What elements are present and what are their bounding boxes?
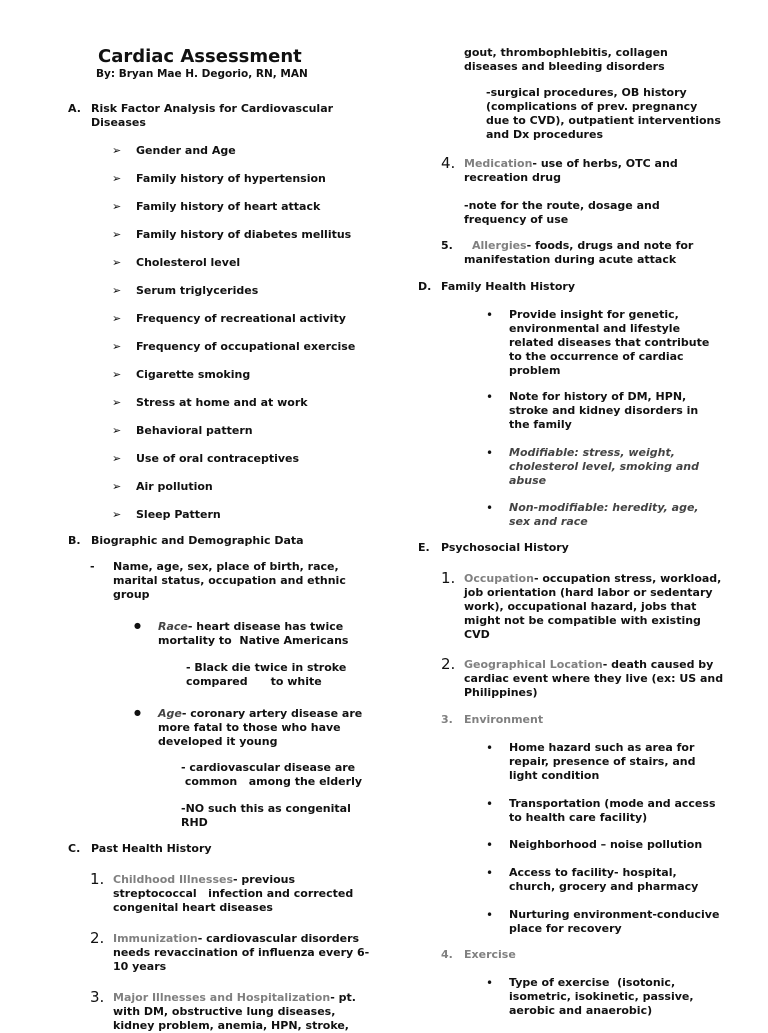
risk-factor-item: Behavioral pattern xyxy=(136,424,253,437)
geographical-location-item xyxy=(464,658,723,700)
arrow-bullet-icon: ➢ xyxy=(112,228,122,241)
arrow-bullet-icon: ➢ xyxy=(112,340,122,353)
environment-item: Nurturing environment-conducive place for recovery xyxy=(509,908,720,935)
major-illnesses-text: - pt. with DM, obstructive lung diseases, kidney problem, anemia, HPN, stroke, xyxy=(113,991,356,1032)
bullet-icon: ● xyxy=(134,708,141,717)
arrow-bullet-icon: ➢ xyxy=(112,200,122,213)
allergies-item xyxy=(464,239,693,267)
list-number: 5. xyxy=(441,239,453,252)
risk-factor-item: Family history of hypertension xyxy=(136,172,326,185)
age-term: Age xyxy=(158,707,182,720)
section-a-letter: A. xyxy=(68,102,81,115)
bullet-icon: • xyxy=(486,446,494,460)
risk-factor-item: Gender and Age xyxy=(136,144,236,157)
exercise-heading: Exercise xyxy=(464,948,516,961)
arrow-bullet-icon: ➢ xyxy=(112,368,122,381)
occupation-text: - occupation stress, workload, job orientation (hard labor or sedentary work), occupational hazard, jobs that might not be compatible with existing CVD xyxy=(464,572,722,641)
section-c-letter: C. xyxy=(68,842,81,855)
geographical-location-term: Geographical Location xyxy=(464,658,603,671)
bullet-icon: • xyxy=(486,838,494,852)
surgical-history-note: -surgical procedures, OB history (complications of prev. pregnancy due to CVD), outpatient interventions and Dx procedures xyxy=(486,86,721,141)
demographic-intro: Name, age, sex, place of birth, race, marital status, occupation and ethnic group xyxy=(113,560,346,601)
medication-note: -note for the route, dosage and frequency of use xyxy=(464,199,660,226)
list-number: 1. xyxy=(441,569,456,587)
arrow-bullet-icon: ➢ xyxy=(112,508,122,521)
family-history-item: Provide insight for genetic, environmental and lifestyle related diseases that contribute to the occurrence of cardiac problem xyxy=(509,308,710,377)
race-term: Race xyxy=(158,620,188,633)
dash-marker: - xyxy=(90,560,95,573)
immunization-item xyxy=(113,932,369,974)
risk-factor-item: Cigarette smoking xyxy=(136,368,251,381)
bullet-icon: • xyxy=(486,390,494,404)
arrow-bullet-icon: ➢ xyxy=(112,424,122,437)
author-byline: By: Bryan Mae H. Degorio, RN, MAN xyxy=(96,68,308,80)
arrow-bullet-icon: ➢ xyxy=(112,256,122,269)
exercise-item: Type of exercise (isotonic, isometric, isokinetic, passive, aerobic and anaerobic) xyxy=(509,976,694,1017)
bullet-icon: • xyxy=(486,501,494,515)
race-note: - Black die twice in stroke compared to white xyxy=(186,661,347,688)
risk-factor-item: Air pollution xyxy=(136,480,213,493)
allergies-text: - foods, drugs and note for manifestation during acute attack xyxy=(464,239,694,266)
list-number: 1. xyxy=(90,870,105,888)
environment-item: Transportation (mode and access to health care facility) xyxy=(509,797,716,824)
risk-factor-item: Cholesterol level xyxy=(136,256,241,269)
immunization-term: Immunization xyxy=(113,932,198,945)
medication-term: Medication xyxy=(464,157,533,170)
bullet-icon: • xyxy=(486,908,494,922)
allergies-term: Allergies xyxy=(472,239,527,252)
arrow-bullet-icon: ➢ xyxy=(112,452,122,465)
childhood-illnesses-item xyxy=(113,873,353,915)
immunization-text: - cardiovascular disorders needs revaccination of influenza every 6- 10 years xyxy=(113,932,370,973)
race-text: - heart disease has twice mortality to Native Americans xyxy=(158,620,349,647)
major-illnesses-term: Major Illnesses and Hospitalization xyxy=(113,991,331,1004)
list-number: 2. xyxy=(441,655,456,673)
list-number: 3. xyxy=(441,713,453,726)
section-d-letter: D. xyxy=(418,280,432,293)
section-a-heading: Risk Factor Analysis for Cardiovascular Diseases xyxy=(91,102,334,129)
occupation-item xyxy=(464,572,721,642)
risk-type-item: Non-modifiable: heredity, age, sex and race xyxy=(509,501,699,528)
family-history-item: Note for history of DM, HPN, stroke and kidney disorders in the family xyxy=(509,390,699,431)
childhood-illnesses-text: - previous streptococcal infection and corrected congenital heart diseases xyxy=(113,873,354,914)
risk-factor-item: Stress at home and at work xyxy=(136,396,308,409)
section-b-letter: B. xyxy=(68,534,81,547)
bullet-icon: • xyxy=(486,976,494,990)
arrow-bullet-icon: ➢ xyxy=(112,480,122,493)
environment-heading: Environment xyxy=(464,713,544,726)
medication-text: - use of herbs, OTC and recreation drug xyxy=(464,157,678,184)
risk-factor-item: Serum triglycerides xyxy=(136,284,259,297)
environment-item: Neighborhood – noise pollution xyxy=(509,838,703,851)
environment-item: Access to facility- hospital, church, grocery and pharmacy xyxy=(509,866,699,893)
section-e-heading: Psychosocial History xyxy=(441,541,569,554)
section-e-letter: E. xyxy=(418,541,430,554)
environment-item: Home hazard such as area for repair, presence of stairs, and light condition xyxy=(509,741,696,782)
bullet-icon: • xyxy=(486,866,494,880)
list-number: 4. xyxy=(441,154,456,172)
risk-factor-item: Frequency of recreational activity xyxy=(136,312,346,325)
page-title: Cardiac Assessment xyxy=(98,46,302,67)
list-number: 2. xyxy=(90,929,105,947)
childhood-illnesses-term: Childhood Illnesses xyxy=(113,873,233,886)
risk-factor-item: Use of oral contraceptives xyxy=(136,452,300,465)
risk-factor-item: Family history of diabetes mellitus xyxy=(136,228,352,241)
risk-type-item: Modifiable: stress, weight, cholesterol level, smoking and abuse xyxy=(509,446,699,487)
arrow-bullet-icon: ➢ xyxy=(112,312,122,325)
age-item xyxy=(158,707,362,749)
race-item xyxy=(158,620,348,648)
arrow-bullet-icon: ➢ xyxy=(112,144,122,157)
arrow-bullet-icon: ➢ xyxy=(112,396,122,409)
section-b-heading: Biographic and Demographic Data xyxy=(91,534,304,547)
arrow-bullet-icon: ➢ xyxy=(112,284,122,297)
major-illnesses-continued: gout, thrombophlebitis, collagen diseases and bleeding disorders xyxy=(464,46,668,73)
arrow-bullet-icon: ➢ xyxy=(112,172,122,185)
bullet-icon: • xyxy=(486,797,494,811)
list-number: 3. xyxy=(90,988,105,1006)
geographical-location-text: - death caused by cardiac event where they live (ex: US and Philippines) xyxy=(464,658,724,699)
age-note-congenital: -NO such this as congenital RHD xyxy=(181,802,351,829)
bullet-icon: • xyxy=(486,741,494,755)
age-text: - coronary artery disease are more fatal to those who have developed it young xyxy=(158,707,363,748)
section-c-heading: Past Health History xyxy=(91,842,212,855)
section-d-heading: Family Health History xyxy=(441,280,576,293)
age-note-elderly: - cardiovascular disease are common among the elderly xyxy=(181,761,363,788)
risk-factor-item: Family history of heart attack xyxy=(136,200,321,213)
major-illnesses-item xyxy=(113,991,356,1033)
bullet-icon: • xyxy=(486,308,494,322)
occupation-term: Occupation xyxy=(464,572,534,585)
list-number: 4. xyxy=(441,948,453,961)
bullet-icon: ● xyxy=(134,621,141,630)
risk-factor-item: Frequency of occupational exercise xyxy=(136,340,356,353)
risk-factor-item: Sleep Pattern xyxy=(136,508,221,521)
medication-item xyxy=(464,157,678,185)
